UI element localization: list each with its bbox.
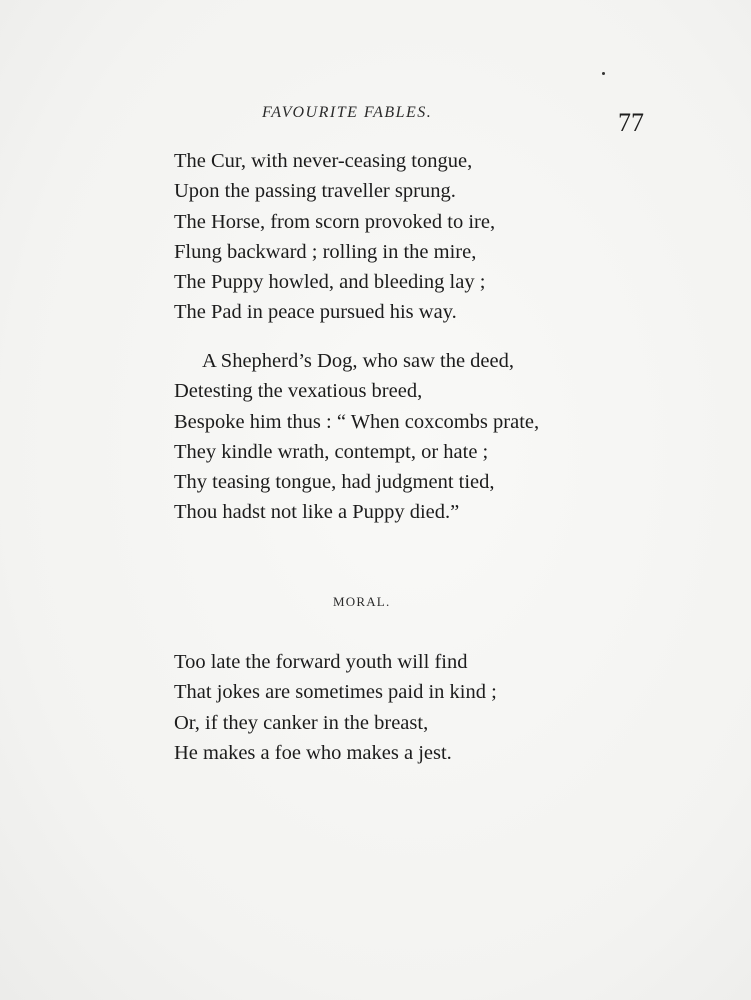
moral-line: Too late the forward youth will find — [174, 651, 468, 673]
moral-line: That jokes are sometimes paid in kind ; — [174, 681, 497, 704]
poem-line: The Puppy howled, and bleeding lay ; — [174, 271, 486, 294]
poem-line: Bespoke him thus : “ When coxcombs prate, — [174, 410, 540, 433]
poem-line: Upon the passing traveller sprung. — [174, 180, 456, 203]
poem-line: The Horse, from scorn provoked to ire, — [174, 210, 496, 233]
moral-line: Or, if they canker in the breast, — [174, 711, 429, 734]
moral-line: He makes a foe who makes a jest. — [174, 741, 452, 764]
poem-line: Thou hadst not like a Puppy died.” — [174, 501, 460, 524]
page-number: 77 — [618, 108, 644, 137]
poem-line: Thy teasing tongue, had judgment tied, — [174, 471, 495, 494]
running-head-title: FAVOURITE FABLES. — [262, 104, 433, 121]
poem-line: They kindle wrath, contempt, or hate ; — [174, 440, 489, 463]
moral-heading: MORAL. — [333, 594, 391, 609]
ink-speck — [602, 72, 605, 75]
poem-stanza-2 — [174, 346, 539, 528]
poem-line: The Pad in peace pursued his way. — [174, 301, 457, 324]
poem-line: Flung backward ; rolling in the mire, — [174, 240, 477, 263]
moral-stanza — [174, 647, 497, 768]
poem-stanza-1 — [174, 146, 495, 328]
poem-line: A Shepherd’s Dog, who saw the deed, — [202, 350, 515, 372]
poem-line: Detesting the vexatious breed, — [174, 380, 423, 403]
poem-line: The Cur, with never-ceasing tongue, — [174, 150, 473, 172]
